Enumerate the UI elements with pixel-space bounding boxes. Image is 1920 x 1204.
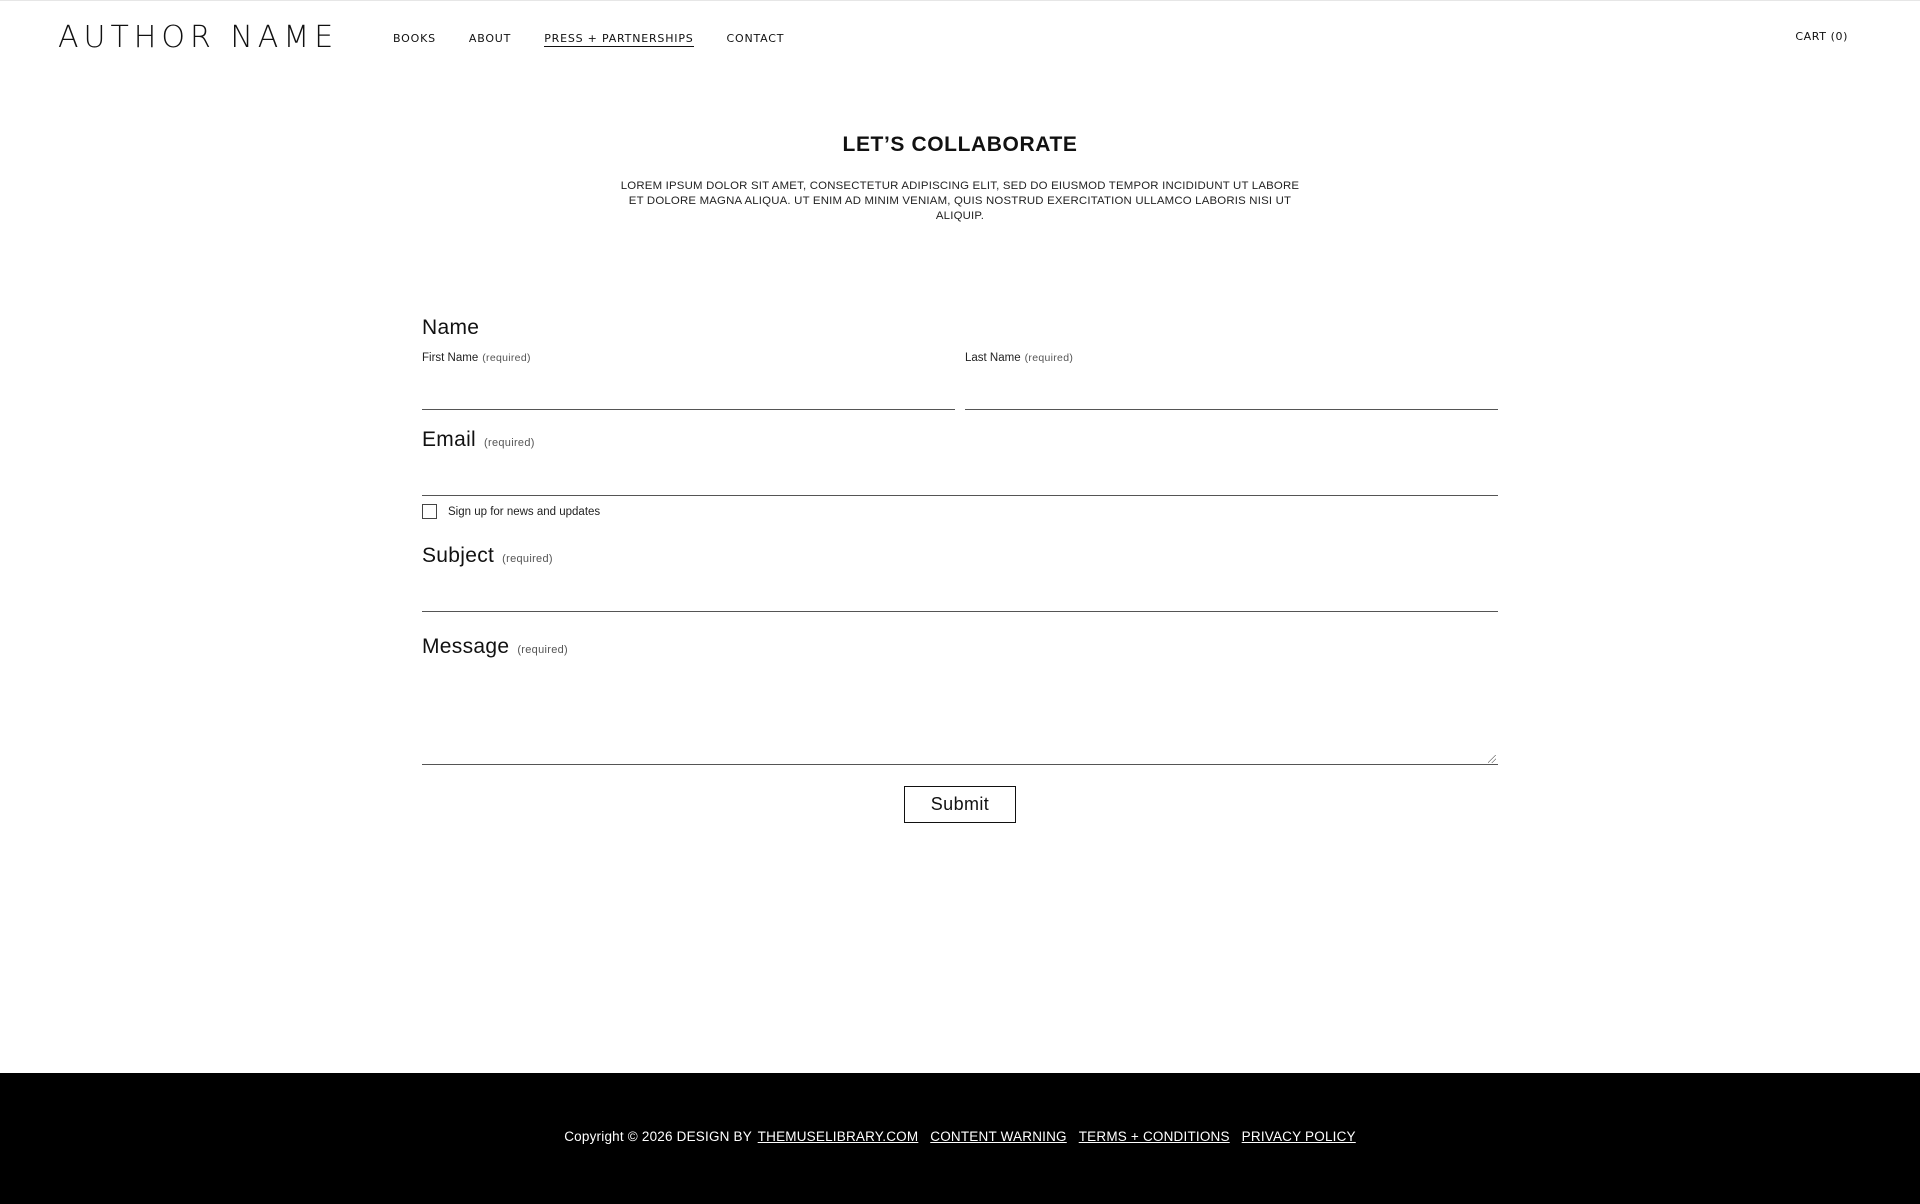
newsletter-row — [422, 504, 600, 519]
message-textarea[interactable] — [422, 665, 1498, 765]
required-note: (required) — [517, 644, 568, 656]
required-note: (required) — [482, 352, 531, 364]
name-label: Name — [422, 316, 480, 339]
subject-group — [422, 544, 1498, 612]
footer-link-themuselibrary[interactable]: THEMUSELIBRARY.COM — [757, 1129, 919, 1144]
required-note: (required) — [502, 553, 553, 565]
newsletter-label[interactable]: Sign up for news and updates — [448, 505, 601, 518]
footer-line — [0, 1129, 1920, 1144]
footer-link-content-warning[interactable]: CONTENT WARNING — [930, 1129, 1067, 1144]
main-nav — [393, 32, 784, 47]
site-footer — [0, 1073, 1920, 1204]
subject-label: Subject — [422, 544, 495, 567]
nav-press-partnerships[interactable]: PRESS + PARTNERSHIPS — [544, 32, 694, 45]
site-logo[interactable]: AUTHOR NAME — [58, 20, 339, 55]
page-title: LET’S COLLABORATE — [842, 133, 1078, 156]
last-name-column — [965, 352, 1498, 410]
last-name-input[interactable] — [965, 376, 1498, 410]
required-note: (required) — [1024, 352, 1074, 364]
last-name-label: Last Name — [965, 352, 1021, 364]
first-name-label-row — [422, 352, 955, 364]
nav-contact[interactable]: CONTACT — [726, 32, 785, 45]
resize-handle-icon[interactable] — [1488, 755, 1496, 763]
footer-link-terms-conditions[interactable]: TERMS + CONDITIONS — [1078, 1129, 1230, 1144]
intro-paragraph: LOREM IPSUM DOLOR SIT AMET, CONSECTETUR ADIPISCING ELIT, SED DO EIUSMOD TEMPOR INCIDIDUNT UT LABORE ET DOLORE MAGNA ALIQUA. UT ENIM AD MINIM VENIAM, QUIS NOSTRUD EXERCITATION ULLAMCO LABORIS NISI UT ALIQUIP. — [620, 180, 1300, 222]
message-group — [422, 635, 1498, 765]
nav-books[interactable]: BOOKS — [393, 32, 436, 45]
message-label: Message — [422, 635, 510, 658]
first-name-label: First Name — [422, 352, 479, 364]
last-name-label-row — [965, 352, 1498, 364]
name-fields — [422, 352, 1498, 402]
cart-link[interactable]: CART (0) — [1795, 30, 1848, 43]
subject-input[interactable] — [422, 578, 1498, 612]
email-group — [422, 428, 1498, 496]
email-label: Email — [422, 428, 477, 451]
required-note: (required) — [484, 437, 535, 449]
footer-link-privacy-policy[interactable]: PRIVACY POLICY — [1241, 1129, 1356, 1144]
message-wrapper — [422, 665, 1498, 765]
copyright-text: Copyright © 2026 DESIGN BY — [564, 1129, 752, 1144]
first-name-column — [422, 352, 955, 410]
newsletter-checkbox[interactable] — [422, 504, 437, 519]
email-input[interactable] — [422, 462, 1498, 496]
nav-about[interactable]: ABOUT — [468, 32, 512, 45]
submit-button[interactable]: Submit — [904, 786, 1016, 823]
site-header — [0, 0, 1920, 78]
name-group-label — [422, 316, 1498, 340]
first-name-input[interactable] — [422, 376, 955, 410]
contact-form — [422, 316, 1498, 814]
